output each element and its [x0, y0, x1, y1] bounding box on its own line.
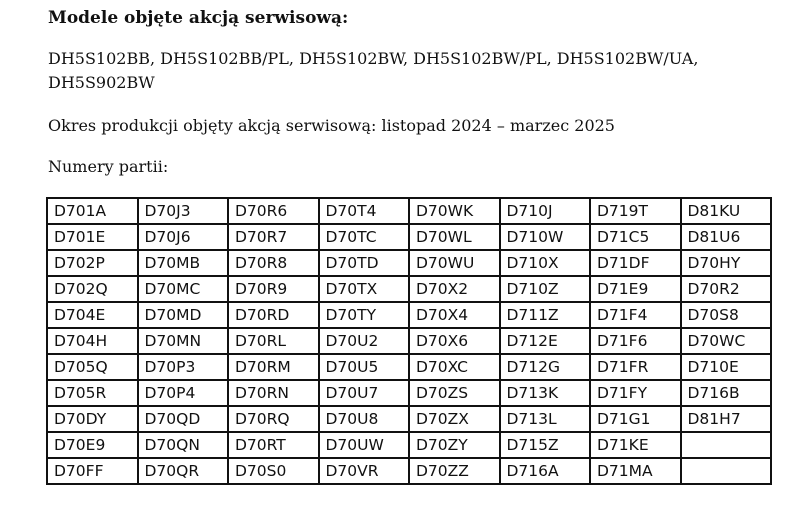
- table-cell: D710E: [681, 354, 772, 380]
- table-cell: D715Z: [500, 432, 591, 458]
- table-cell: D70U8: [319, 406, 410, 432]
- table-cell: D70TC: [319, 224, 410, 250]
- table-cell: D81H7: [681, 406, 772, 432]
- table-cell: D70TY: [319, 302, 410, 328]
- table-cell: D70R9: [228, 276, 319, 302]
- production-period: Okres produkcji objęty akcją serwisową: listopad 2024 – marzec 2025: [48, 116, 615, 135]
- table-cell: D71KE: [590, 432, 681, 458]
- table-cell: D71MA: [590, 458, 681, 484]
- table-cell: D70WC: [681, 328, 772, 354]
- table-cell: D70FF: [47, 458, 138, 484]
- table-cell: D70X4: [409, 302, 500, 328]
- table-cell: D70R7: [228, 224, 319, 250]
- table-cell: D70QR: [138, 458, 229, 484]
- table-row: [47, 354, 771, 380]
- table-cell: D70MN: [138, 328, 229, 354]
- models-list: DH5S102BB, DH5S102BB/PL, DH5S102BW, DH5S102BW/PL, DH5S102BW/UA, DH5S902BW: [48, 49, 699, 92]
- table-cell: D70TX: [319, 276, 410, 302]
- table-cell: D710Z: [500, 276, 591, 302]
- table-cell: D71G1: [590, 406, 681, 432]
- table-cell: D70T4: [319, 198, 410, 224]
- table-cell: D710J: [500, 198, 591, 224]
- table-cell: D70WL: [409, 224, 500, 250]
- table-cell: D70J6: [138, 224, 229, 250]
- table-cell: D70WU: [409, 250, 500, 276]
- table-cell: D70J3: [138, 198, 229, 224]
- table-cell: D705R: [47, 380, 138, 406]
- table-cell: D71F4: [590, 302, 681, 328]
- table-cell: D70VR: [319, 458, 410, 484]
- table-cell: D71FR: [590, 354, 681, 380]
- table-cell: D70P4: [138, 380, 229, 406]
- table-cell: D70HY: [681, 250, 772, 276]
- table-cell: D712G: [500, 354, 591, 380]
- table-cell: D70QN: [138, 432, 229, 458]
- table-cell: D70MB: [138, 250, 229, 276]
- table-cell: D705Q: [47, 354, 138, 380]
- table-cell: D702Q: [47, 276, 138, 302]
- table-cell: D70QD: [138, 406, 229, 432]
- table-cell: D711Z: [500, 302, 591, 328]
- table-cell: D70E9: [47, 432, 138, 458]
- table-cell: D701A: [47, 198, 138, 224]
- table-cell: D710W: [500, 224, 591, 250]
- table-cell: D713K: [500, 380, 591, 406]
- table-cell: D704H: [47, 328, 138, 354]
- table-row: [47, 380, 771, 406]
- table-row: [47, 432, 771, 458]
- table-row: [47, 198, 771, 224]
- table-cell: D70UW: [319, 432, 410, 458]
- table-cell: D71E9: [590, 276, 681, 302]
- table-cell: D70MD: [138, 302, 229, 328]
- table-cell: D70S0: [228, 458, 319, 484]
- table-cell: D81KU: [681, 198, 772, 224]
- table-row: [47, 224, 771, 250]
- batch-numbers-label: Numery partii:: [48, 157, 169, 176]
- table-cell: D70U7: [319, 380, 410, 406]
- table-row: [47, 406, 771, 432]
- table-cell: D70WK: [409, 198, 500, 224]
- table-cell: [681, 458, 772, 484]
- table-cell: D70P3: [138, 354, 229, 380]
- table-cell: D701E: [47, 224, 138, 250]
- table-cell: D70S8: [681, 302, 772, 328]
- table-row: [47, 302, 771, 328]
- table-cell: D70R6: [228, 198, 319, 224]
- table-cell: D70U2: [319, 328, 410, 354]
- table-cell: D70ZX: [409, 406, 500, 432]
- table-cell: D719T: [590, 198, 681, 224]
- table-cell: D71FY: [590, 380, 681, 406]
- table-cell: D70RM: [228, 354, 319, 380]
- table-cell: D70RN: [228, 380, 319, 406]
- batch-table-body: [47, 198, 771, 484]
- table-cell: D71DF: [590, 250, 681, 276]
- table-cell: D70X6: [409, 328, 500, 354]
- table-cell: D704E: [47, 302, 138, 328]
- table-cell: D716B: [681, 380, 772, 406]
- table-cell: D70MC: [138, 276, 229, 302]
- table-cell: D71C5: [590, 224, 681, 250]
- table-cell: D71F6: [590, 328, 681, 354]
- table-row: [47, 458, 771, 484]
- table-cell: D70R8: [228, 250, 319, 276]
- table-cell: D70ZS: [409, 380, 500, 406]
- table-row: [47, 328, 771, 354]
- table-cell: [681, 432, 772, 458]
- table-cell: D70RT: [228, 432, 319, 458]
- table-cell: D81U6: [681, 224, 772, 250]
- table-cell: D702P: [47, 250, 138, 276]
- table-cell: D70ZZ: [409, 458, 500, 484]
- table-cell: D716A: [500, 458, 591, 484]
- table-cell: D712E: [500, 328, 591, 354]
- batch-numbers-table: [46, 197, 772, 485]
- table-cell: D70XC: [409, 354, 500, 380]
- table-cell: D70R2: [681, 276, 772, 302]
- table-cell: D70RD: [228, 302, 319, 328]
- table-cell: D70X2: [409, 276, 500, 302]
- table-cell: D70RL: [228, 328, 319, 354]
- table-cell: D70ZY: [409, 432, 500, 458]
- table-row: [47, 250, 771, 276]
- table-row: [47, 276, 771, 302]
- table-cell: D70TD: [319, 250, 410, 276]
- table-cell: D710X: [500, 250, 591, 276]
- table-cell: D70DY: [47, 406, 138, 432]
- section-heading: Modele objęte akcją serwisową:: [48, 8, 349, 28]
- table-cell: D713L: [500, 406, 591, 432]
- table-cell: D70RQ: [228, 406, 319, 432]
- table-cell: D70U5: [319, 354, 410, 380]
